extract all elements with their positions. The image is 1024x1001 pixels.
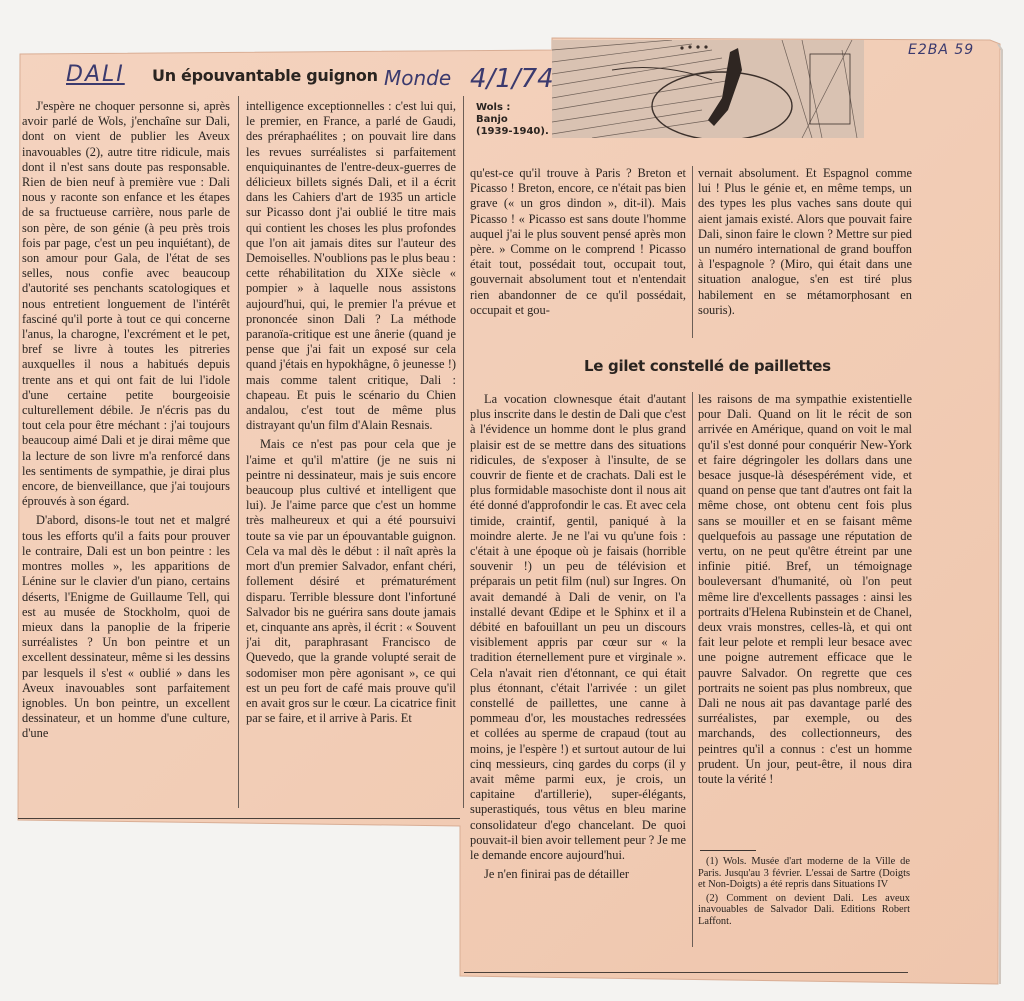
paragraph: Je n'en finirai pas de détailler xyxy=(484,867,630,882)
text-column-6 xyxy=(698,392,912,832)
text-column-1 xyxy=(22,99,230,809)
column-rule xyxy=(692,166,693,338)
footnote-2: (2) Comment on devient Dali. Les aveux inavouables de Salvador Dali. Editions Robert Laffont. xyxy=(698,892,910,927)
bottom-rule xyxy=(464,972,908,973)
text-column-4 xyxy=(698,166,912,338)
column-rule xyxy=(463,96,464,808)
handwritten-reference: E2BA 59 xyxy=(908,42,975,58)
paragraph: les raisons de ma sympathie existentielle pour Dali. Quand on lit le récit de son arrivée en Amérique, quand on voit le mal qu'il s'est donné pour conquérir New-York et faire dégringoler les dollars dans une besace jusque-là désespérément vide, et quand on pense que tant d'autres ont fait la même chose, ont obtenu cent fois plus sans se mouiller et en se faisant même quelquefois au passage une réputation de vertu, on ne peut qu'être étreint par une infinie pitié. Bref, un témoignage bouleversant d'humanité, où l'on peut même lire d'excellents passages : ainsi les portraits d'Helena Rubinstein et de Chanel, deux vrais monstres, celles-là, et qui ont fait leur pelote et rempli leur besace avec une poigne autrement efficace que le pauvre Salvador. On regrette que ces portraits ne soient pas plus nombreux, que Dali ne nous ait pas davantage parlé des surréalistes, par exemple, ou des marchands, des collectionneurs, des peintres qu'il a connus : c'est un homme prudent. Un jour, peut-être, il nous dira toute la vérité ! xyxy=(698,392,912,787)
column-rule xyxy=(692,392,693,947)
paragraph: Mais ce n'est pas pour cela que je l'aime et qu'il m'attire (je ne suis ni peintre ni dessinateur, mais je suis encore beaucoup plus cultivé et intelligent que lui). Je l'aime parce que c'est un homme très malheureux et qui a été poursuivi toute sa vie par un épouvantable guignon. Cela va mal dès le début : il naît après la mort d'un premier Salvador, enfant chéri, follement désiré et prématurément disparu. Terrible blessure dont l'infortuné Salvador bis ne guérira sans doute jamais et, cinquante ans après, il écrit : « Souvent j'ai dit, paraphrasant Francisco de Quevedo, que la grande volupté serait de sodomiser mon père agonisant », ce qui est un peu fort de café mais prouve qu'il en avait gros sur le cœur. La cicatrice finit par se faire, et il arrive à Paris. Et xyxy=(246,437,456,726)
caption-title: Banjo xyxy=(476,114,508,125)
footnotes xyxy=(698,856,910,930)
caption-years: (1939-1940). xyxy=(476,126,549,137)
handwritten-date: 4/1/74 xyxy=(470,64,554,94)
caption-artist: Wols : xyxy=(476,102,511,113)
paragraph: qu'est-ce qu'il trouve à Paris ? Breton et Picasso ! Breton, encore, ce n'était pas bien grave (« un gros dindon », dit-il). Mais Picasso ! « Picasso est sans doute l'homme auquel j'ai le plus souvent pensé après mon père. » Comme on le comprend ! Picasso était tout, possédait tout, occupait tout, gouvernait absolument tout et n'entendait rien abandonner de ce qu'il possédait, occupait et gou- xyxy=(470,166,686,317)
footnote-1: (1) Wols. Musée d'art moderne de la Ville de Paris. Jusqu'au 3 février. L'essai de Sartre (Doigts et Non-Doigts) a été repris dans Situations IV xyxy=(698,856,910,891)
column-rule xyxy=(238,96,239,808)
bottom-rule xyxy=(18,818,460,819)
article-title: Un épouvantable guignon xyxy=(152,66,378,85)
handwritten-dali: DALI xyxy=(66,62,125,87)
text-column-5 xyxy=(470,392,686,948)
paragraph: vernait absolument. Et Espagnol comme lui ! Plus le génie et, en même temps, un des types les plus vaches sans doute qui aient jamais existé. Alors que pouvait faire Dali, sinon faire le clown ? Mettre sur pied un numéro international de grand bouffon à l'espagnole ? (Miro, qui était dans une situation analogue, s'en est tiré plus habilement en se métamorphosant en souris). xyxy=(698,166,912,317)
paragraph: J'espère ne choquer personne si, après avoir parlé de Wols, j'enchaîne sur Dali, dont on vient de publier les Aveux inavouables (2), autre titre ridicule, mais dont il n'est sans doute pas responsable. Rien de bien neuf à première vue : Dali nous y raconte son enfance et les étapes de sa fructueuse carrière, nous parle de son père, de son génie (à peu près trois fois par page, c'est un peu inquiétant), de son amour pour Gala, de l'état de ses selles, nous confie avec beaucoup d'autorité ses penchants scatologiques et nous entretient longuement de l'intérêt fasciné qu'il porte à tout ce qui concerne l'anus, la charogne, l'excrément et le pet, bref se livre à toutes les pitreries auxquelles il nous a habitués depuis trente ans et qui ont fait de lui l'idole d'une certaine petite bourgeoisie culturellement débile. Je n'écris pas du tout cela pour être méchant : j'ai toujours beaucoup aimé Dali et je dirai même que la lecture de son livre m'a renforcé dans les sentiments de sympathie, je dirai plus encore, de bienveillance, que j'ai toujours éprouvés à son égard. xyxy=(22,99,230,509)
text-column-3 xyxy=(470,166,686,338)
footnote-rule xyxy=(700,850,756,851)
section-subtitle: Le gilet constellé de paillettes xyxy=(584,357,831,375)
wols-banjo-illustration xyxy=(552,40,864,138)
paragraph: D'abord, disons-le tout net et malgré tous les efforts qu'il a faits pour prouver le contraire, Dali est un bon peintre : les montres molles », les apparitions de Lénine sur le clavier d'un piano, certains déserts, l'Enigme de Guillaume Tell, qui est au musée de Stockholm, quoi de mieux dans la panoplie de la friperie surréalistes ? Un bon peintre et un excellent dessinateur, même si les dessins par lesquels il s'est « oublié » dans les Aveux inavouables sont parfaitement ignobles. Un bon peintre, un excellent dessinateur, et un homme d'une culture, d'une xyxy=(22,513,230,741)
paragraph: La vocation clownesque était d'autant plus inscrite dans le destin de Dali que c'est à l'évidence un homme dont le plus grand plaisir est de se mettre dans des situations ridicules, de s'exposer à l'insulte, de se couvrir de fiente et de crachats. Dali est le plus formidable masochiste dont il nous ait été donné d'approfondir le cas. Et avec cela timide, craintif, gentil, paniqué à la moindre alerte. Je ne l'ai vu qu'une fois : c'était à une époque où je faisais (horrible souvenir !) un peu de télévision et préparais un petit film (nul) sur Ingres. On avait demandé à Dali de venir, on l'a installé devant Œdipe et le Sphinx et il a débité en bafouillant un peu un discours visiblement appris par cœur sur « la tradition éternellement pure et virginale ». Cela n'avait rien d'étonnant, ce qui était plus étonnant, c'était l'arrivée : un gilet constellé de paillettes, une canne à pommeau d'or, les moustaches redressées et collées au sperme de crapaud (tout au moins, je l'espère !) et surtout autour de lui cinq messieurs, cinq gardes du corps (il y avait même parmi eux, je crois, un capitaine d'artillerie), super-élégants, superastiqués, tous vêtus en bleu marine consolidateur d'ego chancelant. De quoi pouvait-il bien avoir tellement peur ? Je me le demande encore aujourd'hui. xyxy=(470,392,686,863)
paragraph: intelligence exceptionnelles : c'est lui qui, le premier, en France, a parlé de Gaudi, des préraphaélites ; on pouvait lire dans les revues surréalistes si parfaitement enquiquinantes de l'entre-deux-guerres de délicieux billets signés Dali, et il a écrit dans les Cahiers d'art de 1935 un article sur Picasso dont j'ai oublié le titre mais qui contient les choses les plus profondes que l'on ait jamais dites sur l'auteur des Demoiselles. N'oublions pas le plus beau : cette réhabilitation du XIXe siècle « pompier » à laquelle nous assistons aujourd'hui, qui, le premier l'a prévue et prononcée sinon Dali ? La méthode paranoïa-critique est une ânerie (quand je pense que j'ai fait un exposé sur cela quand j'étais en hypokhâgne, ô jeunesse !) mais comme talent critique, Dali : chapeau. Et puis le scénario du Chien andalou, c'est tout de même plus distrayant qu'un film d'Alain Resnais. xyxy=(246,99,456,433)
handwritten-source: Monde xyxy=(384,66,452,90)
text-column-2 xyxy=(246,99,456,809)
illustration-caption xyxy=(476,102,556,138)
